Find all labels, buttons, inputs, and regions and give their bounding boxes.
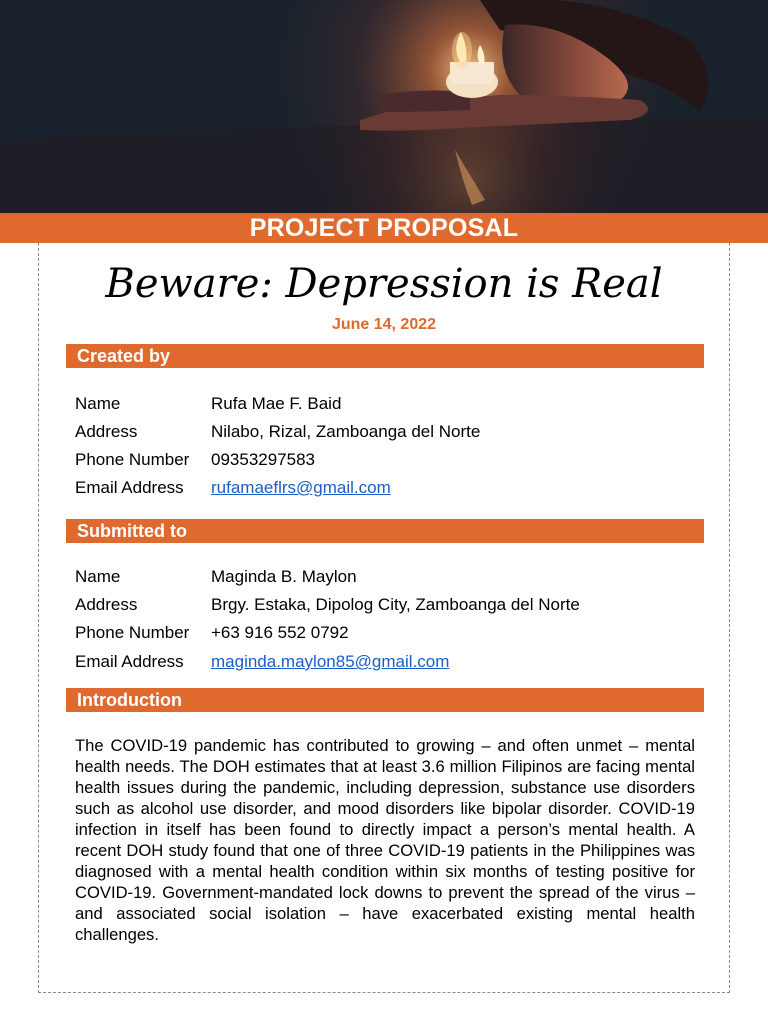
submitted-to-name-row: [75, 565, 357, 589]
field-label: Address: [75, 422, 138, 441]
email-link[interactable]: rufamaeflrs@gmail.com: [211, 478, 391, 497]
field-value: Maginda B. Maylon: [211, 567, 357, 586]
document-title: Beware: Depression is Real: [105, 261, 663, 307]
section-header-introduction: Introduction: [66, 688, 704, 712]
field-value: 09353297583: [211, 450, 316, 469]
project-proposal-banner: PROJECT PROPOSAL: [0, 213, 768, 243]
section-header-submitted-to: Submitted to: [66, 519, 704, 543]
field-value: +63 916 552 0792: [211, 623, 349, 642]
field-label: Email Address: [75, 478, 184, 497]
introduction-paragraph: The COVID-19 pandemic has contributed to growing – and often unmet – mental health needs. The DOH estimates that at least 3.6 million Filipinos are facing mental health issues during the pandemic, including depression, substance use disorders such as alcohol use disorder, and mood disorders like bipolar disorder. COVID-19 infection in itself has been found to directly impact a person’s mental health. A recent DOH study found that one of three COVID-19 patients in the Philippines was diagnosed with a mental health condition within six months of testing positive for COVID-19. Government-mandated lock downs to prevent the spread of the virus – and associated social isolation – have exacerbated existing mental health challenges.: [75, 736, 695, 944]
field-value: Brgy. Estaka, Dipolog City, Zamboanga del Norte: [211, 595, 580, 614]
created-by-name-row: [75, 392, 341, 416]
submitted-to-email-row: [75, 650, 449, 674]
submitted-to-address-row: [75, 593, 580, 617]
created-by-email-row: [75, 476, 391, 500]
field-value: Rufa Mae F. Baid: [211, 394, 342, 413]
created-by-phone-row: [75, 448, 315, 472]
field-value: Nilabo, Rizal, Zamboanga del Norte: [211, 422, 481, 441]
hero-photo: [0, 0, 768, 213]
candle-photo-illustration: [0, 0, 768, 213]
field-label: Phone Number: [75, 450, 190, 469]
section-header-created-by: Created by: [66, 344, 704, 368]
field-label: Address: [75, 595, 138, 614]
field-label: Name: [75, 394, 121, 413]
email-link[interactable]: maginda.maylon85@gmail.com: [211, 652, 450, 671]
created-by-address-row: [75, 420, 480, 444]
field-label: Name: [75, 567, 121, 586]
submitted-to-phone-row: [75, 621, 349, 645]
field-label: Email Address: [75, 652, 184, 671]
field-label: Phone Number: [75, 623, 190, 642]
document-date: June 14, 2022: [331, 316, 437, 333]
